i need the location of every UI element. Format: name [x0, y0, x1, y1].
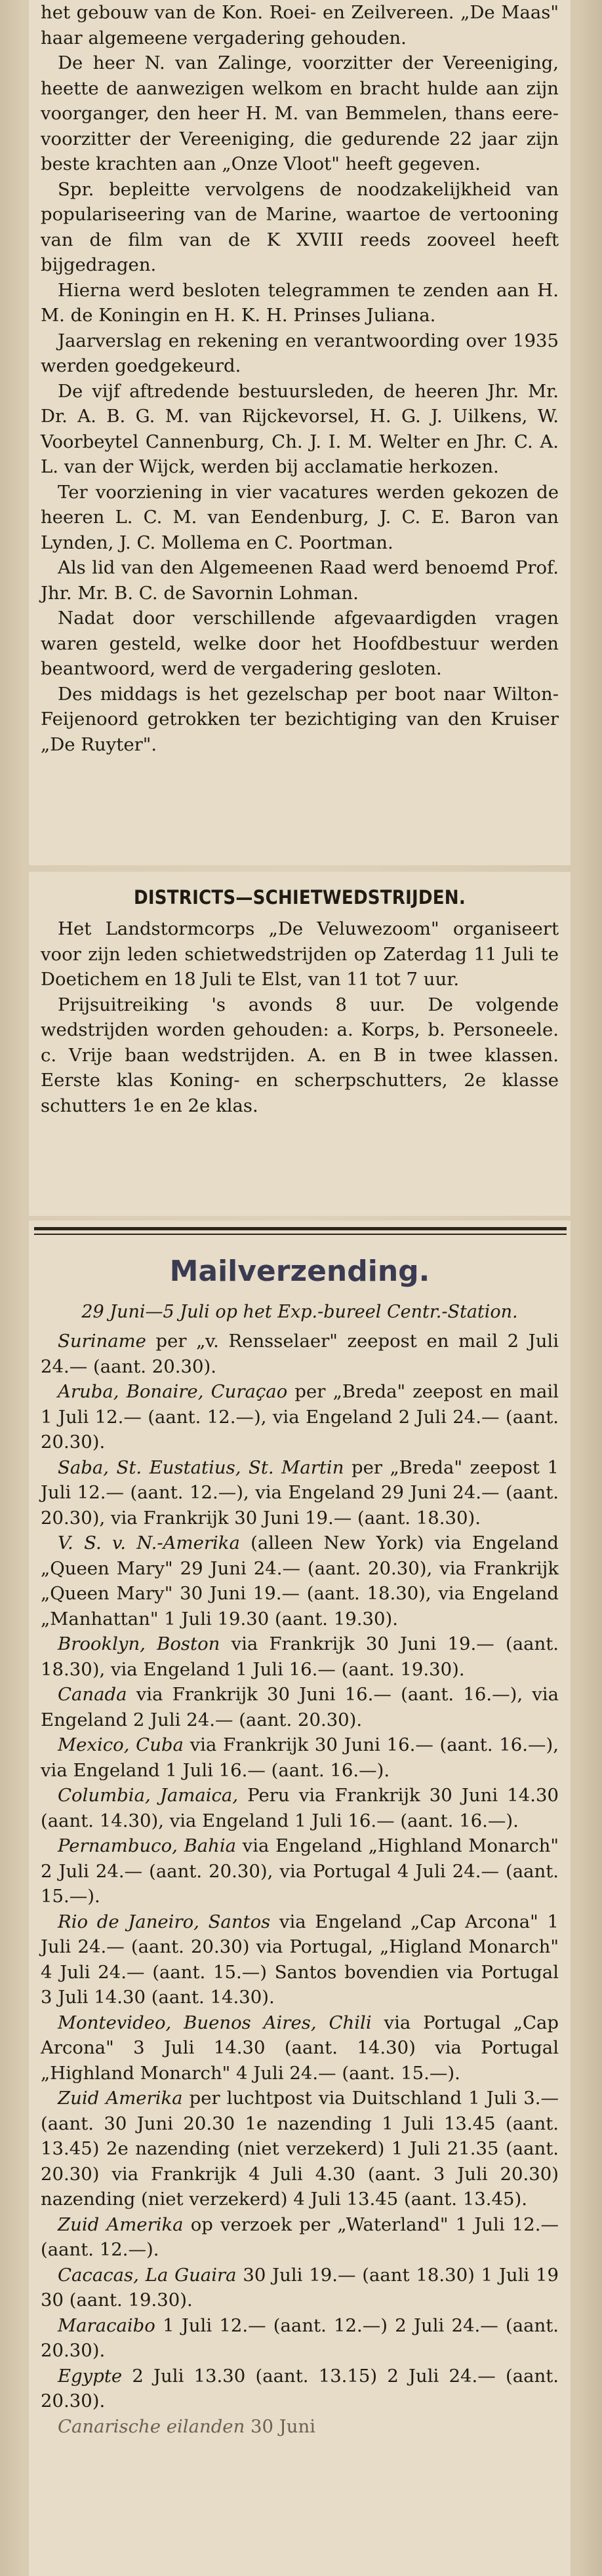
article-paragraph: De vijf aftredende bestuursleden, de heeren Jhr. Mr. Dr. A. B. G. M. van Rijckevorsel, H. G. J. Uilkens, W. Voorbeytel Cannenburg, Ch. J. I. M. Welter en Jhr. C. A. L. van der Wijck, werden bij acclamatie herkozen. — [41, 380, 559, 477]
mail-entry-details: (alleen New York) via Engeland „Queen Mary" 29 Juni 24.— (aant. 20.30), via Frankrijk „Queen Mary" 30 Juni 19.— (aant. 18.30), via Engeland „Manhattan" 1 Juli 19.30 (aant. 19.30). — [41, 1532, 559, 1630]
mail-entry — [41, 1833, 559, 1909]
article-paragraph: Ter voorziening in vier vacatures werden gekozen de heeren L. C. M. van Eendenburg, J. C. E. Baron van Lynden, J. C. Mollema en C. Poortman. — [41, 481, 559, 553]
mail-entry-destination: Aruba, Bonaire, Curaçao — [58, 1381, 288, 1402]
mail-entry-destination: Cacacas, La Guaira — [58, 2264, 237, 2286]
mail-entry-details: via Frankrijk 30 Juni 16.— (aant. 16.—), via Engeland 2 Juli 24.— (aant. 20.30). — [41, 1684, 559, 1730]
mail-entry — [41, 1682, 559, 1732]
mail-entry-details: via Frankrijk 30 Juni 16.— (aant. 16.—), via Engeland 1 Juli 16.— (aant. 16.—). — [41, 1734, 559, 1781]
mail-entry-details: op verzoek per „Waterland" 1 Juli 12.— (aant. 12.—). — [41, 2214, 559, 2260]
mail-entry-details: via Engeland „Highland Monarch" 2 Juli 24.— (aant. 20.30), via Portugal 4 Juli 24.— (aant. 15.—). — [41, 1835, 559, 1907]
mail-entry-destination: Pernambuco, Bahia — [58, 1835, 237, 1856]
mail-entry — [41, 2010, 559, 2086]
districts-paragraphs — [41, 916, 559, 1118]
mail-body — [41, 1253, 559, 2439]
mail-entry-details: per luchtpost via Duitschland 1 Juli 3.— (aant. 30 Juni 20.30 1e nazending 1 Juli 13.45 (aant. 13.45) 2e nazending (niet verzekerd) 1 Juli 21.35 (aant. 20.30) via Frankrijk 4 Juli 4.30 (aant. 3 Juli 20.30) nazending (niet verzekerd) 4 Juli 13.45 (aant. 13.45). — [41, 2088, 559, 2210]
mail-entry-destination: Saba, St. Eustatius, St. Martin — [58, 1456, 344, 1478]
mail-entry-details: via Frankrijk 30 Juni 19.— (aant. 18.30), via Engeland 1 Juli 16.— (aant. 19.30). — [41, 1633, 559, 1680]
mail-entry-destination: Canada — [58, 1684, 127, 1705]
mail-entry — [41, 1909, 559, 2010]
article-paragraph: De heer N. van Zalinge, voorzitter der Vereeniging, heette de aanwezigen welkom en bracht hulde aan zijn voorganger, den heer H. M. van Bemmelen, thans eere-voorzitter der Vereeniging, die gedurende 22 jaar zijn beste krachten aan „Onze Vloot" heeft gegeven. — [41, 52, 559, 174]
article-paragraph: Als lid van den Algemeenen Raad werd benoemd Prof. Jhr. Mr. B. C. de Savornin Lohman. — [41, 557, 559, 604]
districts-body — [41, 884, 559, 1118]
mail-entry-destination: Suriname — [58, 1331, 146, 1352]
mail-entry-destination: Egypte — [58, 2365, 123, 2387]
article-paragraph: het gebouw van de Kon. Roei- en Zeilvereen. „De Maas" haar algemeene vergadering gehouden. — [41, 2, 559, 49]
article-paragraph: Jaarverslag en rekening en verantwoording over 1935 werden goedgekeurd. — [41, 330, 559, 376]
article-body — [41, 0, 559, 757]
top-rule — [34, 1227, 567, 1230]
mail-entry-details: per „v. Rensselaer" zeepost en mail 2 Juli 24.— (aant. 20.30). — [41, 1331, 559, 1377]
mail-entry-destination: Zuid Amerika — [58, 2214, 184, 2235]
mail-entry-details: 30 Juli 19.— (aant 18.30) 1 Juli 19 30 (aant. 19.30). — [41, 2264, 559, 2311]
mail-entry — [41, 1531, 559, 1631]
mail-entry-destination: Columbia, Jamaica, — [58, 1785, 239, 1806]
mail-entries — [41, 1329, 559, 2439]
mail-entry — [41, 1631, 559, 1682]
mail-entry-details: 1 Juli 12.— (aant. 12.—) 2 Juli 24.— (aant. 20.30). — [41, 2314, 559, 2361]
districts-clipping — [29, 872, 571, 1216]
mail-subtitle: 29 Juni—5 Juli op het Exp.-bureel Centr.-Station. — [81, 1302, 518, 1322]
mail-entry-details: via Engeland „Cap Arcona" 1 Juli 24.— (aant. 20.30) via Portugal, „Higland Monarch" 4 Juli 24.— (aant. 15.—) Santos bovendien via Portugal 3 Juli 14.30 (aant. 14.30). — [41, 1911, 559, 2008]
mail-entry-details: 30 Juni — [245, 2415, 316, 2437]
mail-entry-destination: Mexico, Cuba — [58, 1734, 184, 1755]
mail-entry-details: Peru via Frankrijk 30 Juni 14.30 (aant. 14.30), via Engeland 1 Juli 16.— (aant. 16.—). — [41, 1785, 559, 1831]
top-rule-thin — [34, 1234, 567, 1235]
article-paragraph: Des middags is het gezelschap per boot naar Wilton-Feijenoord getrokken ter bezichtiging van den Kruiser „De Ruyter". — [41, 683, 559, 755]
mail-entry — [41, 1783, 559, 1833]
mail-title: Mailverzending. — [169, 1255, 430, 1288]
mail-entry — [41, 2086, 559, 2212]
mail-entry — [41, 2263, 559, 2313]
mail-entry-details: per „Breda" zeepost en mail 1 Juli 12.— (aant. 12.—), via Engeland 2 Juli 24.— (aant. 20.30). — [41, 1381, 559, 1453]
mail-entry-details: 2 Juli 13.30 (aant. 13.15) 2 Juli 24.— (aant. 20.30). — [41, 2365, 559, 2411]
mail-entry — [41, 2414, 559, 2440]
mail-entry-destination: Rio de Janeiro, Santos — [58, 1911, 271, 1932]
mail-clipping — [29, 1220, 571, 2576]
mail-entry-destination: Montevideo, Buenos Aires, Chili — [58, 2012, 372, 2033]
mail-entry — [41, 2212, 559, 2263]
article-paragraph: Hierna werd besloten telegrammen te zenden aan H. M. de Koningin en H. K. H. Prinses Juliana. — [41, 279, 559, 326]
article-clipping — [29, 0, 571, 865]
mail-entry — [41, 1329, 559, 1379]
districts-paragraph: Het Landstormcorps „De Veluwezoom" organiseert voor zijn leden schietwedstrijden op Zaterdag 11 Juli te Doetichem en 18 Juli te Elst, van 11 tot 7 uur. — [41, 918, 559, 990]
mail-entry-destination: V. S. v. N.-Amerika — [58, 1532, 240, 1553]
mail-entry-details: via Portugal „Cap Arcona" 3 Juli 14.30 (aant. 14.30) via Portugal „Highland Monarch" 4 Juli 24.— (aant. 15.—). — [41, 2012, 559, 2084]
mail-entry-destination: Canarische eilanden — [58, 2415, 245, 2437]
mail-entry — [41, 2364, 559, 2414]
article-paragraph: Spr. bepleitte vervolgens de noodzakelijkheid van populariseering van de Marine, waartoe de vertooning van de film van de K XVIII reeds zooveel heeft bijgedragen. — [41, 178, 559, 275]
districts-paragraph: Prijsuitreiking 's avonds 8 uur. De volgende wedstrijden worden gehouden: a. Korps, b. Personeele. c. Vrije baan wedstrijden. A. en B in twee klassen. Eerste klas Koning- en scherpschutters, 2e klasse schutters 1e en 2e klas. — [41, 994, 559, 1116]
mail-entry — [41, 1455, 559, 1531]
districts-heading: DISTRICTS—SCHIETWEDSTRIJDEN. — [134, 886, 466, 908]
mail-entry-destination: Zuid Amerika — [58, 2088, 183, 2109]
mail-entry — [41, 1732, 559, 1783]
mail-entry-destination: Maracaibo — [58, 2314, 155, 2336]
article-paragraph: Nadat door verschillende afgevaardigden vragen waren gesteld, welke door het Hoofdbestuur werden beantwoord, werd de vergadering gesloten. — [41, 608, 559, 679]
mail-entry-details: per „Breda" zeepost 1 Juli 12.— (aant. 12.—), via Engeland 29 Juni 24.— (aant. 20.30), via Frankrijk 30 Juni 19.— (aant. 18.30). — [41, 1456, 559, 1529]
mail-entry-destination: Brooklyn, Boston — [58, 1633, 220, 1654]
mail-entry — [41, 1379, 559, 1455]
mail-entry — [41, 2313, 559, 2364]
